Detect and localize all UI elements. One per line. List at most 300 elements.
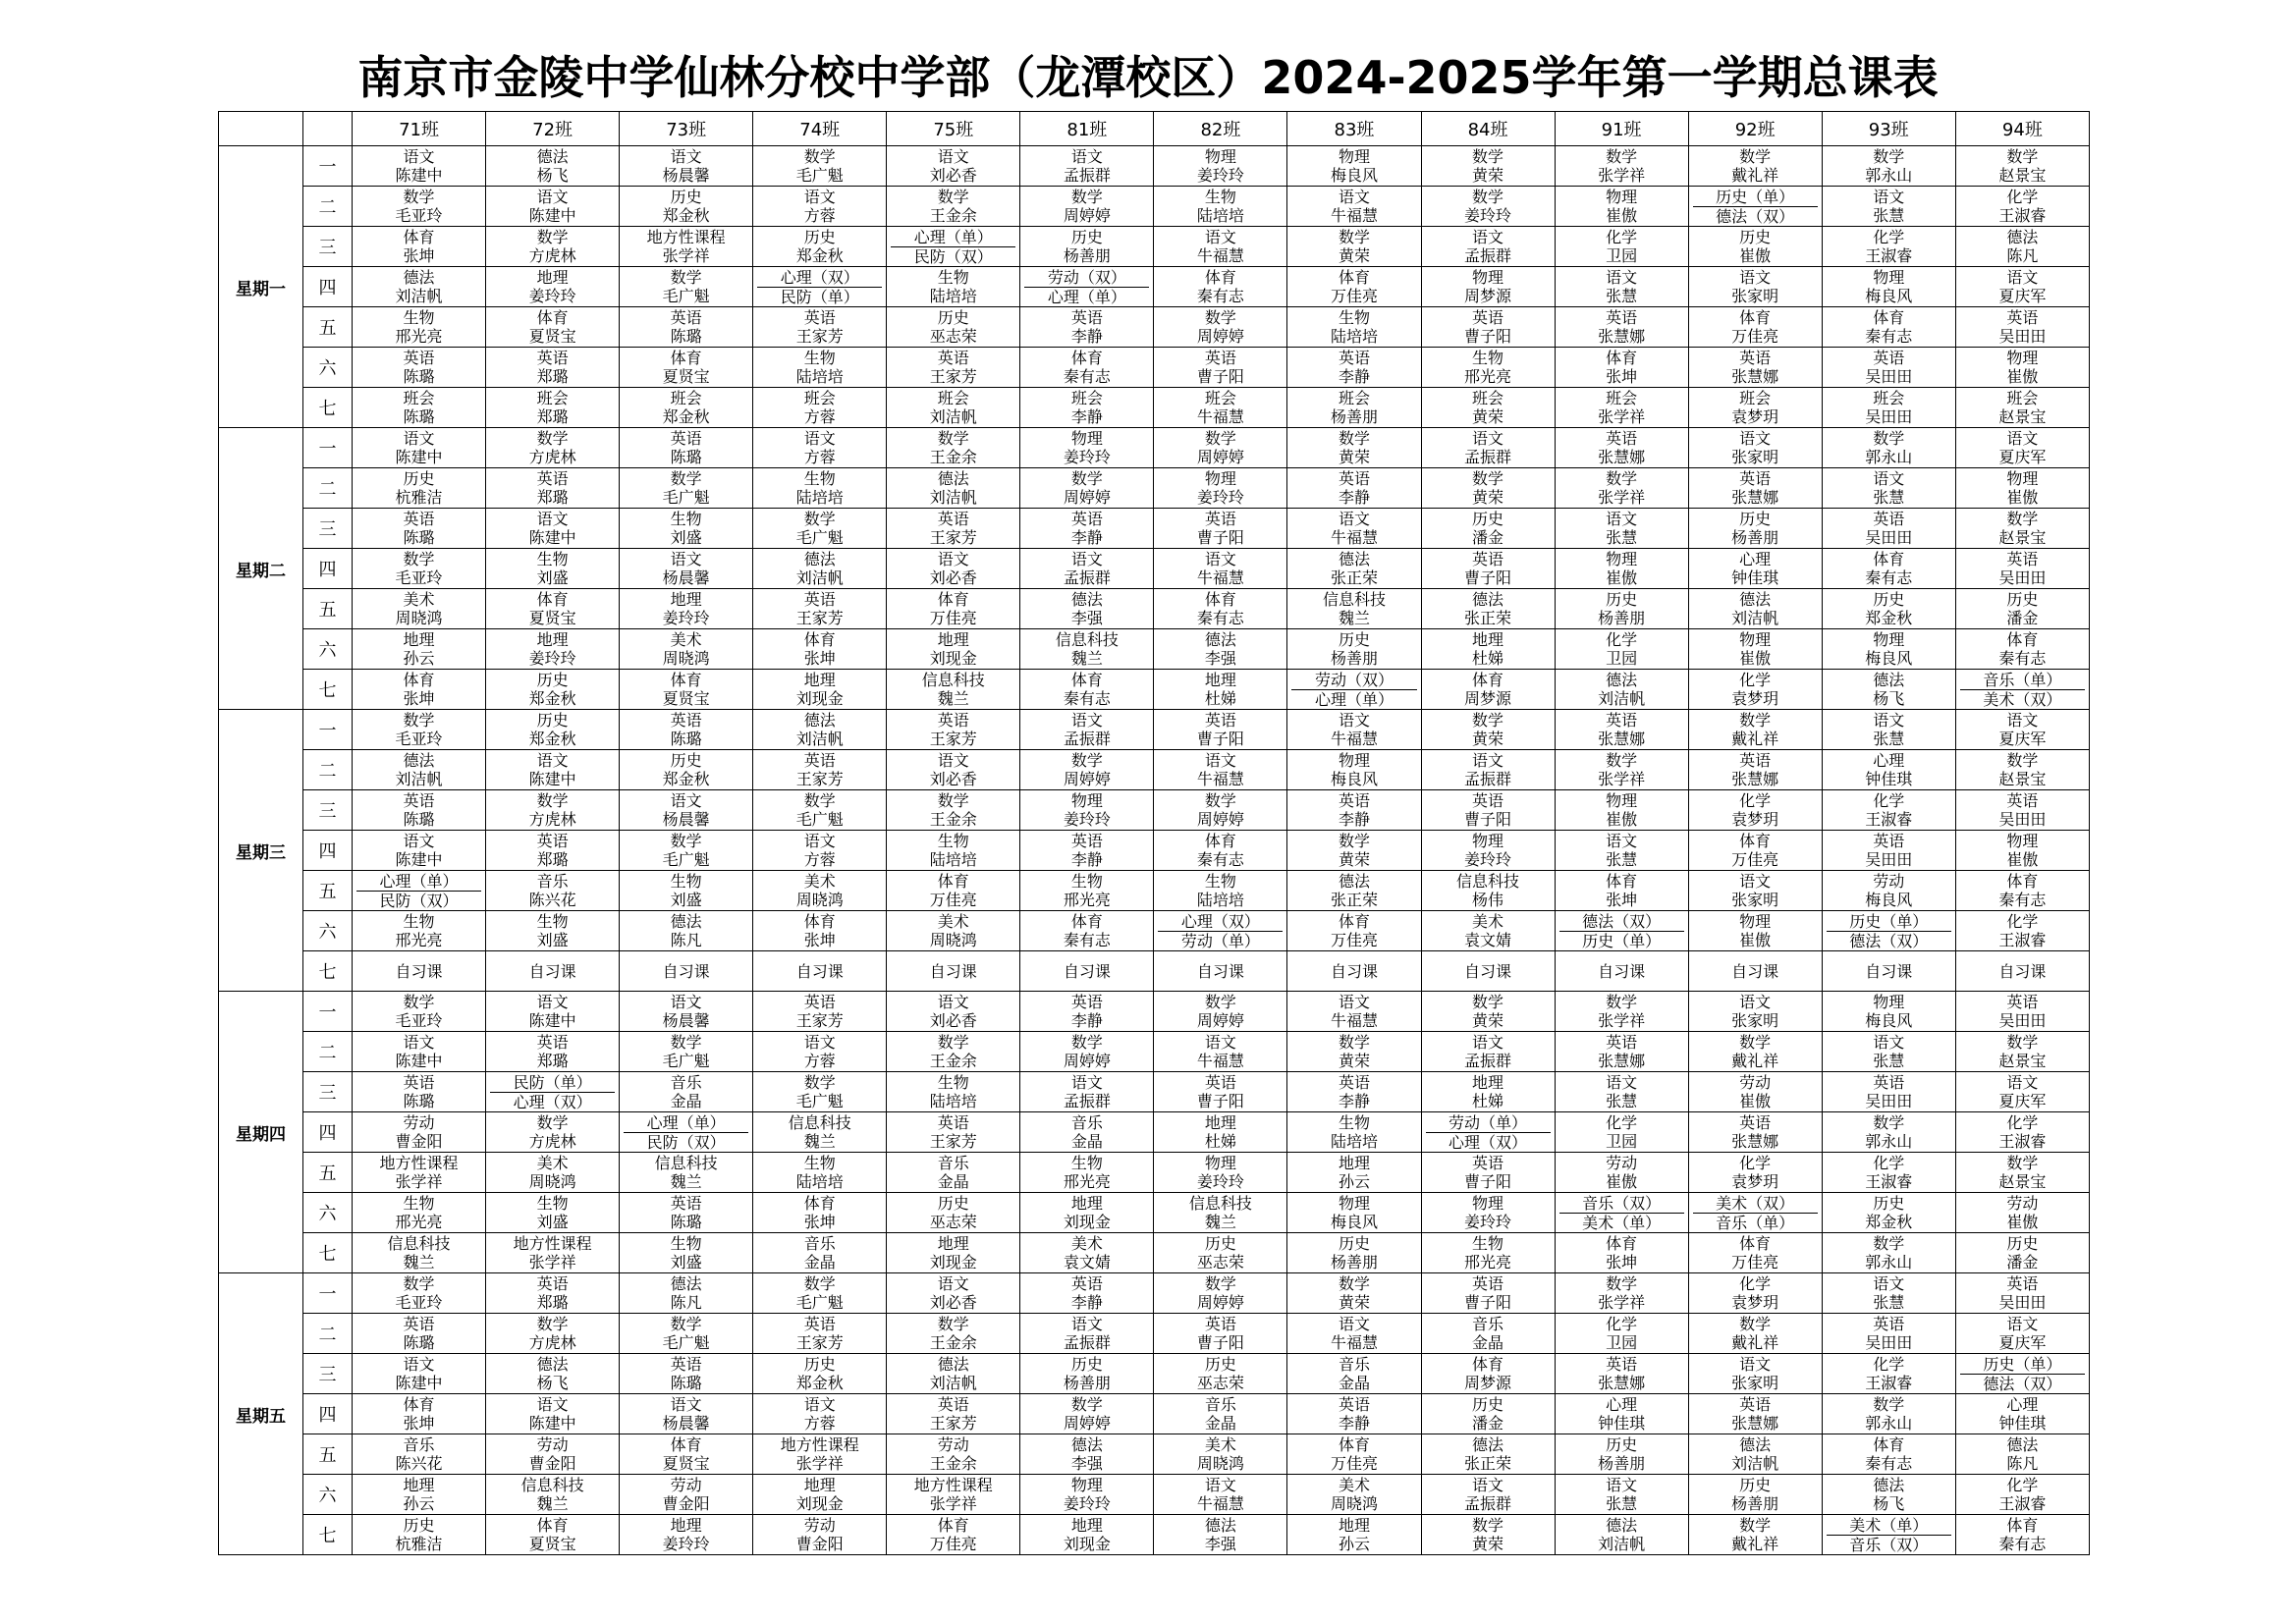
- lesson-cell: 数学 方虎林: [486, 227, 620, 267]
- lesson-cell: 历史 郑金秋: [486, 710, 620, 750]
- lesson-cell: 体育 万佳亮: [1287, 1434, 1421, 1475]
- table-row: [219, 1072, 2090, 1112]
- lesson-cell: 班会 袁梦玥: [1688, 388, 1822, 428]
- lesson-cell: 数学 毛广魁: [620, 267, 753, 307]
- lesson-cell: 信息科技 魏兰: [887, 670, 1020, 710]
- lesson-cell: 数学 方虎林: [486, 428, 620, 468]
- lesson-cell: 地理 姜玲玲: [620, 589, 753, 629]
- lesson-cell: 英语 陈璐: [620, 710, 753, 750]
- lesson-cell: 语文 刘必香: [887, 750, 1020, 790]
- lesson-cell: 历史 郑金秋: [753, 1354, 887, 1394]
- lesson-cell: 英语 张慧娜: [1555, 1032, 1688, 1072]
- day-label: 星期二: [219, 428, 303, 710]
- lesson-cell: 自习课: [486, 951, 620, 992]
- lesson-cell: 英语 吴田田: [1955, 790, 2089, 831]
- lesson-cell: 数学 张学祥: [1555, 468, 1688, 509]
- lesson-cell: 自习课: [887, 951, 1020, 992]
- lesson-cell: 物理 姜玲玲: [1154, 468, 1287, 509]
- lesson-cell: 体育 张坤: [1555, 348, 1688, 388]
- lesson-cell: 语文 杨晨馨: [620, 549, 753, 589]
- lesson-cell: 历史 杭雅洁: [353, 1515, 486, 1555]
- header-row: [219, 112, 2090, 146]
- lesson-cell: 英语 陈璐: [620, 307, 753, 348]
- lesson-cell: 语文 杨晨馨: [620, 146, 753, 187]
- lesson-cell: 物理 姜玲玲: [1020, 1475, 1154, 1515]
- class-header: 74班: [753, 112, 887, 146]
- lesson-cell: 数学 毛广魁: [753, 146, 887, 187]
- lesson-cell: 物理 梅良风: [1822, 992, 1955, 1032]
- lesson-cell: 数学 方虎林: [486, 790, 620, 831]
- lesson-cell: 语文 张家明: [1688, 428, 1822, 468]
- lesson-cell: 化学 卫园: [1555, 629, 1688, 670]
- period-label: 六: [303, 1475, 353, 1515]
- lesson-cell: 音乐 金晶: [753, 1233, 887, 1273]
- period-label: 四: [303, 1112, 353, 1153]
- lesson-cell: 化学 王淑睿: [1955, 911, 2089, 951]
- lesson-cell: 历史 郑金秋: [620, 750, 753, 790]
- lesson-cell: 德法 刘洁帆: [887, 1354, 1020, 1394]
- lesson-cell: 物理 姜玲玲: [1020, 428, 1154, 468]
- lesson-cell: 数学 黄荣: [1287, 1273, 1421, 1314]
- lesson-cell: 地方性课程 张学祥: [620, 227, 753, 267]
- period-label: 六: [303, 629, 353, 670]
- table-row: [219, 992, 2090, 1032]
- lesson-cell: 英语 张慧娜: [1555, 710, 1688, 750]
- lesson-cell: 语文 方蓉: [753, 1032, 887, 1072]
- period-label: 四: [303, 831, 353, 871]
- lesson-cell: 历史 潘金: [1955, 589, 2089, 629]
- period-label: 一: [303, 992, 353, 1032]
- lesson-cell: 德法 刘洁帆: [353, 750, 486, 790]
- lesson-cell: 美术 周晓鸿: [486, 1153, 620, 1193]
- lesson-cell: 德法 李强: [1020, 1434, 1154, 1475]
- lesson-cell: 语文 刘必香: [887, 549, 1020, 589]
- lesson-cell: 德法 刘洁帆: [1555, 1515, 1688, 1555]
- lesson-cell: 英语 张慧娜: [1688, 348, 1822, 388]
- lesson-cell: 德法 陈凡: [1955, 227, 2089, 267]
- lesson-cell: 化学 袁梦玥: [1688, 1273, 1822, 1314]
- class-header: 84班: [1421, 112, 1555, 146]
- lesson-cell: 生物 邢光亮: [353, 911, 486, 951]
- lesson-cell: 信息科技 魏兰: [1154, 1193, 1287, 1233]
- lesson-cell: 地理 杜娣: [1421, 629, 1555, 670]
- schedule-table: [218, 111, 2090, 1555]
- period-label: 三: [303, 509, 353, 549]
- lesson-cell: 语文 孟振群: [1020, 1314, 1154, 1354]
- lesson-cell: 语文 牛福慧: [1154, 1475, 1287, 1515]
- period-label: 六: [303, 1193, 353, 1233]
- lesson-cell: 英语 曹子阳: [1421, 1273, 1555, 1314]
- lesson-cell: 地理 孙云: [353, 629, 486, 670]
- lesson-cell: 语文 杨晨馨: [620, 1394, 753, 1434]
- period-label: 四: [303, 1394, 353, 1434]
- table-row: [219, 871, 2090, 911]
- lesson-cell: 数学 郭永山: [1822, 146, 1955, 187]
- lesson-cell: 生物 邢光亮: [1020, 871, 1154, 911]
- lesson-cell: 数学 黄荣: [1287, 227, 1421, 267]
- lesson-cell: 班会 刘洁帆: [887, 388, 1020, 428]
- table-row: [219, 1475, 2090, 1515]
- lesson-cell: 心理（单） 民防（双）: [887, 227, 1020, 267]
- lesson-cell: 语文 牛福慧: [1287, 1314, 1421, 1354]
- lesson-cell: 英语 张慧娜: [1688, 468, 1822, 509]
- lesson-cell: 数学 黄荣: [1287, 831, 1421, 871]
- lesson-cell: 数学 周婷婷: [1154, 1273, 1287, 1314]
- period-label: 五: [303, 1434, 353, 1475]
- lesson-cell: 数学 戴礼祥: [1688, 1032, 1822, 1072]
- lesson-cell: 数学 周婷婷: [1154, 790, 1287, 831]
- period-label: 三: [303, 227, 353, 267]
- lesson-cell: 英语 王家芳: [887, 509, 1020, 549]
- lesson-cell: 化学 王淑睿: [1822, 1153, 1955, 1193]
- lesson-cell: 历史 巫志荣: [1154, 1354, 1287, 1394]
- lesson-cell: 德法 刘洁帆: [753, 710, 887, 750]
- lesson-cell: 英语 陈璐: [353, 509, 486, 549]
- lesson-cell: 体育 秦有志: [1955, 871, 2089, 911]
- lesson-cell: 地理 刘现金: [887, 1233, 1020, 1273]
- lesson-cell: 音乐（双） 美术（单）: [1555, 1193, 1688, 1233]
- lesson-cell: 数学 王金余: [887, 790, 1020, 831]
- period-label: 二: [303, 1032, 353, 1072]
- lesson-cell: 历史（单） 德法（双）: [1955, 1354, 2089, 1394]
- lesson-cell: 英语 张慧娜: [1688, 1394, 1822, 1434]
- lesson-cell: 体育 夏贤宝: [620, 348, 753, 388]
- lesson-cell: 历史 潘金: [1955, 1233, 2089, 1273]
- lesson-cell: 德法 杨飞: [1822, 670, 1955, 710]
- lesson-cell: 数学 周婷婷: [1154, 307, 1287, 348]
- lesson-cell: 语文 牛福慧: [1287, 187, 1421, 227]
- lesson-cell: 数学 毛亚玲: [353, 187, 486, 227]
- lesson-cell: 劳动 崔傲: [1688, 1072, 1822, 1112]
- lesson-cell: 数学 周婷婷: [1020, 1394, 1154, 1434]
- lesson-cell: 语文 牛福慧: [1154, 1032, 1287, 1072]
- class-header: 73班: [620, 112, 753, 146]
- lesson-cell: 语文 孟振群: [1020, 146, 1154, 187]
- lesson-cell: 化学 王淑睿: [1822, 1354, 1955, 1394]
- lesson-cell: 历史 杨善朋: [1020, 1354, 1154, 1394]
- lesson-cell: 体育 夏贤宝: [486, 1515, 620, 1555]
- lesson-cell: 生物 陆培培: [753, 468, 887, 509]
- lesson-cell: 德法 张正荣: [1421, 1434, 1555, 1475]
- lesson-cell: 历史 郑金秋: [620, 187, 753, 227]
- page-title: 南京市金陵中学仙林分校中学部（龙潭校区）2024-2025学年第一学期总课表: [357, 51, 1939, 104]
- lesson-cell: 英语 李静: [1287, 790, 1421, 831]
- period-label: 一: [303, 710, 353, 750]
- lesson-cell: 语文 牛福慧: [1154, 750, 1287, 790]
- lesson-cell: 物理 崔傲: [1955, 348, 2089, 388]
- schedule-body: [219, 146, 2090, 1555]
- lesson-cell: 数学 赵景宝: [1955, 1153, 2089, 1193]
- lesson-cell: 美术 袁文婧: [1020, 1233, 1154, 1273]
- lesson-cell: 德法 刘洁帆: [1688, 589, 1822, 629]
- lesson-cell: 班会 赵景宝: [1955, 388, 2089, 428]
- lesson-cell: 英语 吴田田: [1955, 307, 2089, 348]
- lesson-cell: 心理（单） 民防（双）: [353, 871, 486, 911]
- lesson-cell: 地理 姜玲玲: [620, 1515, 753, 1555]
- lesson-cell: 化学 王淑睿: [1955, 1475, 2089, 1515]
- lesson-cell: 语文 张家明: [1688, 871, 1822, 911]
- lesson-cell: 体育 万佳亮: [887, 871, 1020, 911]
- table-row: [219, 307, 2090, 348]
- lesson-cell: 语文 张慧: [1555, 831, 1688, 871]
- lesson-cell: 英语 张慧娜: [1555, 307, 1688, 348]
- class-header: 71班: [353, 112, 486, 146]
- lesson-cell: 音乐（单） 美术（双）: [1955, 670, 2089, 710]
- period-label: 三: [303, 790, 353, 831]
- lesson-cell: 语文 孟振群: [1421, 1032, 1555, 1072]
- lesson-cell: 生物 邢光亮: [1421, 1233, 1555, 1273]
- lesson-cell: 物理 姜玲玲: [1421, 1193, 1555, 1233]
- lesson-cell: 德法 刘洁帆: [1555, 670, 1688, 710]
- lesson-cell: 历史 巫志荣: [1154, 1233, 1287, 1273]
- lesson-cell: 英语 王家芳: [753, 1314, 887, 1354]
- lesson-cell: 化学 王淑睿: [1955, 1112, 2089, 1153]
- lesson-cell: 英语 李静: [1020, 992, 1154, 1032]
- lesson-cell: 地理 孙云: [353, 1475, 486, 1515]
- lesson-cell: 历史 崔傲: [1688, 227, 1822, 267]
- lesson-cell: 体育 张坤: [753, 629, 887, 670]
- lesson-cell: 物理 崔傲: [1688, 911, 1822, 951]
- lesson-cell: 美术（单） 音乐（双）: [1822, 1515, 1955, 1555]
- lesson-cell: 自习课: [1688, 951, 1822, 992]
- lesson-cell: 地方性课程 张学祥: [887, 1475, 1020, 1515]
- lesson-cell: 数学 戴礼祥: [1688, 710, 1822, 750]
- lesson-cell: 美术 周晓鸿: [1154, 1434, 1287, 1475]
- lesson-cell: 语文 夏庆军: [1955, 267, 2089, 307]
- period-label: 七: [303, 1515, 353, 1555]
- lesson-cell: 英语 陈璐: [620, 1193, 753, 1233]
- lesson-cell: 数学 黄荣: [1421, 1515, 1555, 1555]
- lesson-cell: 体育 万佳亮: [887, 1515, 1020, 1555]
- lesson-cell: 语文 张慧: [1822, 468, 1955, 509]
- lesson-cell: 体育 夏贤宝: [620, 670, 753, 710]
- lesson-cell: 物理 周梦源: [1421, 267, 1555, 307]
- lesson-cell: 语文 张慧: [1555, 509, 1688, 549]
- period-label: 二: [303, 1314, 353, 1354]
- lesson-cell: 英语 吴田田: [1822, 509, 1955, 549]
- table-row: [219, 670, 2090, 710]
- period-label: 三: [303, 1072, 353, 1112]
- period-label: 二: [303, 468, 353, 509]
- table-row: [219, 428, 2090, 468]
- lesson-cell: 历史 郑金秋: [753, 227, 887, 267]
- lesson-cell: 英语 陈璐: [620, 428, 753, 468]
- table-row: [219, 1394, 2090, 1434]
- lesson-cell: 数学 毛广魁: [753, 790, 887, 831]
- period-label: 七: [303, 670, 353, 710]
- lesson-cell: 数学 张学祥: [1555, 750, 1688, 790]
- lesson-cell: 英语 曹子阳: [1421, 790, 1555, 831]
- lesson-cell: 语文 陈建中: [486, 187, 620, 227]
- lesson-cell: 体育 秦有志: [1154, 589, 1287, 629]
- table-row: [219, 1153, 2090, 1193]
- lesson-cell: 心理 钟佳琪: [1555, 1394, 1688, 1434]
- lesson-cell: 劳动（单） 心理（双）: [1421, 1112, 1555, 1153]
- lesson-cell: 数学 赵景宝: [1955, 146, 2089, 187]
- lesson-cell: 语文 孟振群: [1020, 549, 1154, 589]
- lesson-cell: 心理（单） 民防（双）: [620, 1112, 753, 1153]
- lesson-cell: 体育 周梦源: [1421, 670, 1555, 710]
- lesson-cell: 体育 张坤: [1555, 1233, 1688, 1273]
- lesson-cell: 地理 杜娣: [1154, 1112, 1287, 1153]
- lesson-cell: 语文 陈建中: [486, 750, 620, 790]
- lesson-cell: 英语 王家芳: [753, 992, 887, 1032]
- lesson-cell: 自习课: [620, 951, 753, 992]
- lesson-cell: 劳动 曹金阳: [620, 1475, 753, 1515]
- lesson-cell: 语文 刘必香: [887, 146, 1020, 187]
- lesson-cell: 劳动（双） 心理（单）: [1287, 670, 1421, 710]
- lesson-cell: 信息科技 魏兰: [1287, 589, 1421, 629]
- lesson-cell: 德法 杨飞: [486, 1354, 620, 1394]
- period-label: 五: [303, 589, 353, 629]
- lesson-cell: 德法 李强: [1154, 629, 1287, 670]
- lesson-cell: 化学 卫园: [1555, 1112, 1688, 1153]
- lesson-cell: 语文 张慧: [1555, 1475, 1688, 1515]
- lesson-cell: 数学 王金余: [887, 428, 1020, 468]
- lesson-cell: 数学 张学祥: [1555, 1273, 1688, 1314]
- lesson-cell: 地理 姜玲玲: [486, 267, 620, 307]
- lesson-cell: 英语 吴田田: [1822, 831, 1955, 871]
- lesson-cell: 物理 姜玲玲: [1421, 831, 1555, 871]
- period-label: 二: [303, 750, 353, 790]
- lesson-cell: 数学 戴礼祥: [1688, 1314, 1822, 1354]
- lesson-cell: 数学 毛广魁: [620, 1032, 753, 1072]
- lesson-cell: 班会 郑金秋: [620, 388, 753, 428]
- lesson-cell: 班会 方蓉: [753, 388, 887, 428]
- lesson-cell: 物理 姜玲玲: [1154, 1153, 1287, 1193]
- lesson-cell: 历史 巫志荣: [887, 1193, 1020, 1233]
- lesson-cell: 英语 王家芳: [753, 750, 887, 790]
- lesson-cell: 语文 牛福慧: [1154, 549, 1287, 589]
- lesson-cell: 数学 毛亚玲: [353, 992, 486, 1032]
- period-label: 五: [303, 871, 353, 911]
- lesson-cell: 地理 孙云: [1287, 1515, 1421, 1555]
- lesson-cell: 语文 陈建中: [486, 509, 620, 549]
- lesson-cell: 生物 刘盛: [486, 911, 620, 951]
- lesson-cell: 历史 杨善朋: [1287, 1233, 1421, 1273]
- lesson-cell: 历史 杨善朋: [1287, 629, 1421, 670]
- corner-cell: [219, 112, 303, 146]
- lesson-cell: 数学 郭永山: [1822, 1112, 1955, 1153]
- lesson-cell: 数学 毛广魁: [620, 1314, 753, 1354]
- lesson-cell: 音乐 金晶: [1287, 1354, 1421, 1394]
- lesson-cell: 英语 郑璐: [486, 348, 620, 388]
- table-row: [219, 710, 2090, 750]
- table-row: [219, 549, 2090, 589]
- table-row: [219, 831, 2090, 871]
- lesson-cell: 德法 刘洁帆: [1688, 1434, 1822, 1475]
- lesson-cell: 班会 吴田田: [1822, 388, 1955, 428]
- lesson-cell: 德法 陈凡: [1955, 1434, 2089, 1475]
- lesson-cell: 心理 钟佳琪: [1955, 1394, 2089, 1434]
- lesson-cell: 英语 吴田田: [1822, 1314, 1955, 1354]
- lesson-cell: 数学 毛广魁: [620, 831, 753, 871]
- lesson-cell: 数学 王金余: [887, 1032, 1020, 1072]
- lesson-cell: 班会 杨善朋: [1287, 388, 1421, 428]
- lesson-cell: 英语 张慧娜: [1688, 750, 1822, 790]
- period-label: 四: [303, 549, 353, 589]
- lesson-cell: 语文 孟振群: [1421, 227, 1555, 267]
- lesson-cell: 数学 黄荣: [1421, 468, 1555, 509]
- lesson-cell: 数学 黄荣: [1421, 992, 1555, 1032]
- lesson-cell: 英语 吴田田: [1822, 348, 1955, 388]
- lesson-cell: 语文 牛福慧: [1287, 710, 1421, 750]
- lesson-cell: 体育 夏贤宝: [620, 1434, 753, 1475]
- lesson-cell: 历史 郑金秋: [486, 670, 620, 710]
- period-label: 一: [303, 428, 353, 468]
- lesson-cell: 数学 王金余: [887, 187, 1020, 227]
- period-label: 七: [303, 1233, 353, 1273]
- lesson-cell: 美术 周晓鸿: [753, 871, 887, 911]
- lesson-cell: 物理 崔傲: [1555, 790, 1688, 831]
- lesson-cell: 地理 刘现金: [887, 629, 1020, 670]
- lesson-cell: 英语 曹子阳: [1154, 1314, 1287, 1354]
- lesson-cell: 英语 王家芳: [753, 589, 887, 629]
- lesson-cell: 物理 梅良风: [1287, 146, 1421, 187]
- lesson-cell: 生物 陆培培: [1287, 307, 1421, 348]
- lesson-cell: 语文 孟振群: [1020, 710, 1154, 750]
- lesson-cell: 德法 李强: [1020, 589, 1154, 629]
- lesson-cell: 体育 秦有志: [1955, 629, 2089, 670]
- lesson-cell: 数学 赵景宝: [1955, 1032, 2089, 1072]
- lesson-cell: 音乐 陈兴花: [486, 871, 620, 911]
- lesson-cell: 物理 崔傲: [1955, 831, 2089, 871]
- lesson-cell: 数学 方虎林: [486, 1112, 620, 1153]
- lesson-cell: 生物 邢光亮: [353, 1193, 486, 1233]
- lesson-cell: 英语 李静: [1020, 307, 1154, 348]
- lesson-cell: 语文 陈建中: [353, 831, 486, 871]
- lesson-cell: 心理 钟佳琪: [1822, 750, 1955, 790]
- lesson-cell: 语文 张慧: [1555, 267, 1688, 307]
- lesson-cell: 英语 吴田田: [1955, 992, 2089, 1032]
- lesson-cell: 数学 周婷婷: [1154, 992, 1287, 1032]
- day-label: 星期五: [219, 1273, 303, 1555]
- class-header: 75班: [887, 112, 1020, 146]
- lesson-cell: 地理 刘现金: [1020, 1515, 1154, 1555]
- lesson-cell: 英语 陈璐: [353, 1072, 486, 1112]
- lesson-cell: 物理 梅良风: [1822, 267, 1955, 307]
- lesson-cell: 数学 毛广魁: [620, 468, 753, 509]
- lesson-cell: 自习课: [1154, 951, 1287, 992]
- class-header: 92班: [1688, 112, 1822, 146]
- lesson-cell: 信息科技 魏兰: [753, 1112, 887, 1153]
- lesson-cell: 历史 杨善朋: [1688, 1475, 1822, 1515]
- lesson-cell: 化学 王淑睿: [1822, 227, 1955, 267]
- lesson-cell: 地理 刘现金: [753, 1475, 887, 1515]
- lesson-cell: 英语 王家芳: [887, 348, 1020, 388]
- lesson-cell: 数学 黄荣: [1287, 1032, 1421, 1072]
- lesson-cell: 语文 夏庆军: [1955, 428, 2089, 468]
- lesson-cell: 体育 周梦源: [1421, 1354, 1555, 1394]
- lesson-cell: 数学 郭永山: [1822, 1233, 1955, 1273]
- lesson-cell: 数学 黄荣: [1421, 710, 1555, 750]
- lesson-cell: 美术（双） 音乐（单）: [1688, 1193, 1822, 1233]
- lesson-cell: 历史 潘金: [1421, 509, 1555, 549]
- lesson-cell: 化学 王淑睿: [1822, 790, 1955, 831]
- lesson-cell: 化学 袁梦玥: [1688, 790, 1822, 831]
- lesson-cell: 德法（双） 历史（单）: [1555, 911, 1688, 951]
- lesson-cell: 语文 张慧: [1822, 710, 1955, 750]
- lesson-cell: 体育 张坤: [753, 1193, 887, 1233]
- lesson-cell: 数学 毛广魁: [753, 1072, 887, 1112]
- lesson-cell: 语文 夏庆军: [1955, 710, 2089, 750]
- lesson-cell: 数学 周婷婷: [1020, 750, 1154, 790]
- table-row: [219, 1515, 2090, 1555]
- lesson-cell: 自习课: [1955, 951, 2089, 992]
- lesson-cell: 语文 张家明: [1688, 1354, 1822, 1394]
- table-row: [219, 388, 2090, 428]
- lesson-cell: 体育 张坤: [753, 911, 887, 951]
